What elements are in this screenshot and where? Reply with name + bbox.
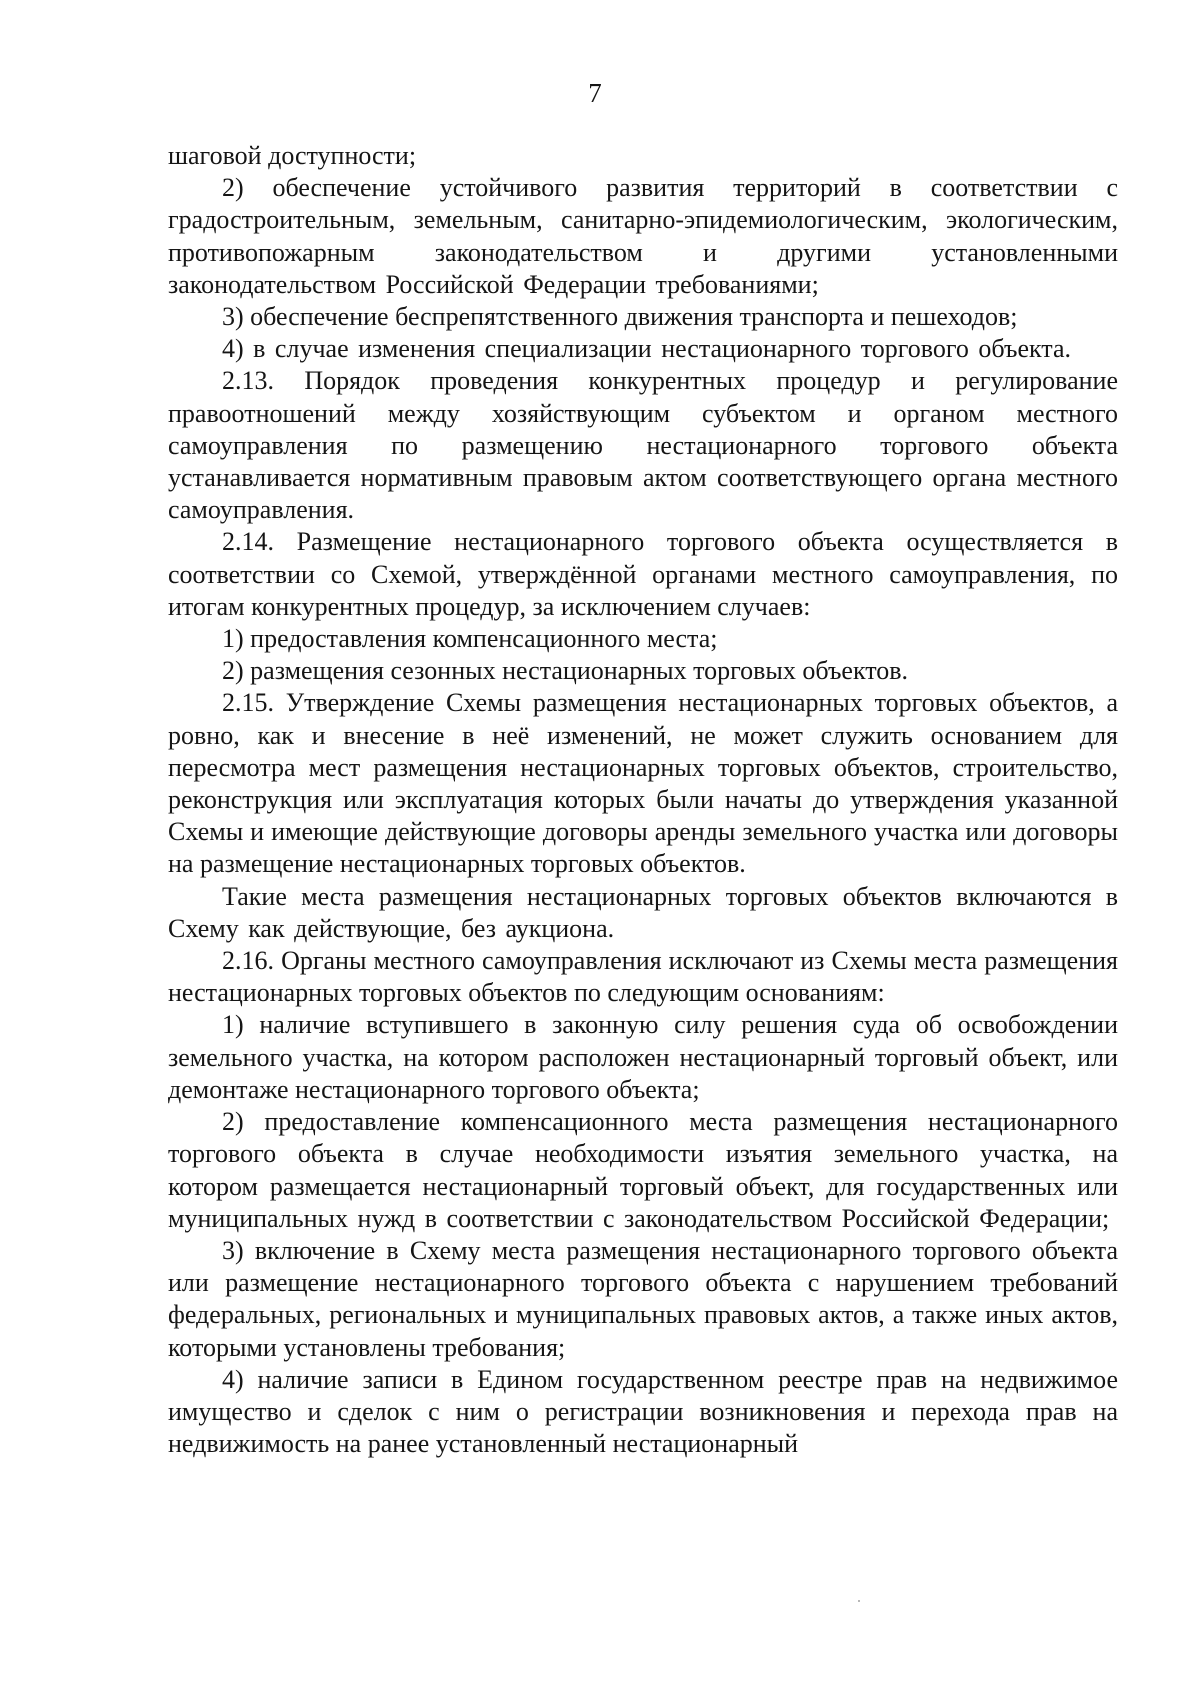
- paragraph-ground-1: 1) наличие вступившего в законную силу решения суда об освобождении земельного участка, на котором расположен нестационарный торговый объект, или демонтаже нестационарного торгового объекта;: [168, 1010, 1118, 1104]
- page-number: 7: [588, 78, 602, 108]
- document-body: [168, 140, 1118, 1460]
- paragraph-item-3-traffic: 3) обеспечение беспрепятственного движения транспорта и пешеходов;: [222, 302, 1018, 332]
- paragraph-item-2-development: 2) обеспечение устойчивого развития территорий в соответствии с градостроительным, земельным, санитарно-эпидемиологическим, экологическим, противопожарным законодательством и другими установленными законодательством Российской Федерации требованиями;: [168, 173, 1118, 299]
- paragraph-clause-2-14: 2.14. Размещение нестационарного торгового объекта осуществляется в соответствии со Схемой, утверждённой органами местного самоуправления, по итогам конкурентных процедур, за исключением случаев:: [168, 527, 1118, 621]
- paragraph-item-4-specialization: 4) в случае изменения специализации нестационарного торгового объекта.: [222, 334, 1071, 364]
- paragraph-such-places: Такие места размещения нестационарных торговых объектов включаются в Схему как действующие, без аукциона.: [168, 881, 1118, 943]
- paragraph-exception-1: 1) предоставления компенсационного места;: [222, 624, 718, 654]
- paragraph-clause-2-16: 2.16. Органы местного самоуправления исключают из Схемы места размещения нестационарных торговых объектов по следующим основаниям:: [168, 946, 1118, 1008]
- paragraph-continuation: шаговой доступности;: [168, 141, 417, 170]
- paragraph-clause-2-15: 2.15. Утверждение Схемы размещения нестационарных торговых объектов, а ровно, как и внесение в неё изменений, не может служить основанием для пересмотра мест размещения нестационарных торговых объектов, строительство, реконструкция или эксплуатация которых были начаты до утверждения указанной Схемы и имеющие действующие договоры аренды земельного участка или договоры на размещение нестационарных торговых объектов.: [168, 688, 1118, 879]
- paragraph-clause-2-13: 2.13. Порядок проведения конкурентных процедур и регулирование правоотношений между хозяйствующим субъектом и органом местного самоуправления по размещению нестационарного торгового объекта устанавливается нормативным правовым актом соответствующего органа местного самоуправления.: [168, 366, 1118, 525]
- paragraph-exception-2: 2) размещения сезонных нестационарных торговых объектов.: [222, 656, 909, 686]
- scan-speck: [858, 1600, 860, 1602]
- paragraph-ground-2: 2) предоставление компенсационного места размещения нестационарного торгового объекта в случае необходимости изъятия земельного участка, на котором размещается нестационарный торговый объект, для государственных или муниципальных нужд в соответствии с законодательством Российской Федерации;: [168, 1107, 1118, 1233]
- paragraph-ground-4: 4) наличие записи в Едином государственном реестре прав на недвижимое имущество и сделок с ним о регистрации возникновения и перехода прав на недвижимость на ранее установленный нестационарный: [168, 1364, 1118, 1459]
- paragraph-ground-3: 3) включение в Схему места размещения нестационарного торгового объекта или размещение нестационарного торгового объекта с нарушением требований федеральных, региональных и муниципальных правовых актов, а также иных актов, которыми установлены требования;: [168, 1235, 1118, 1362]
